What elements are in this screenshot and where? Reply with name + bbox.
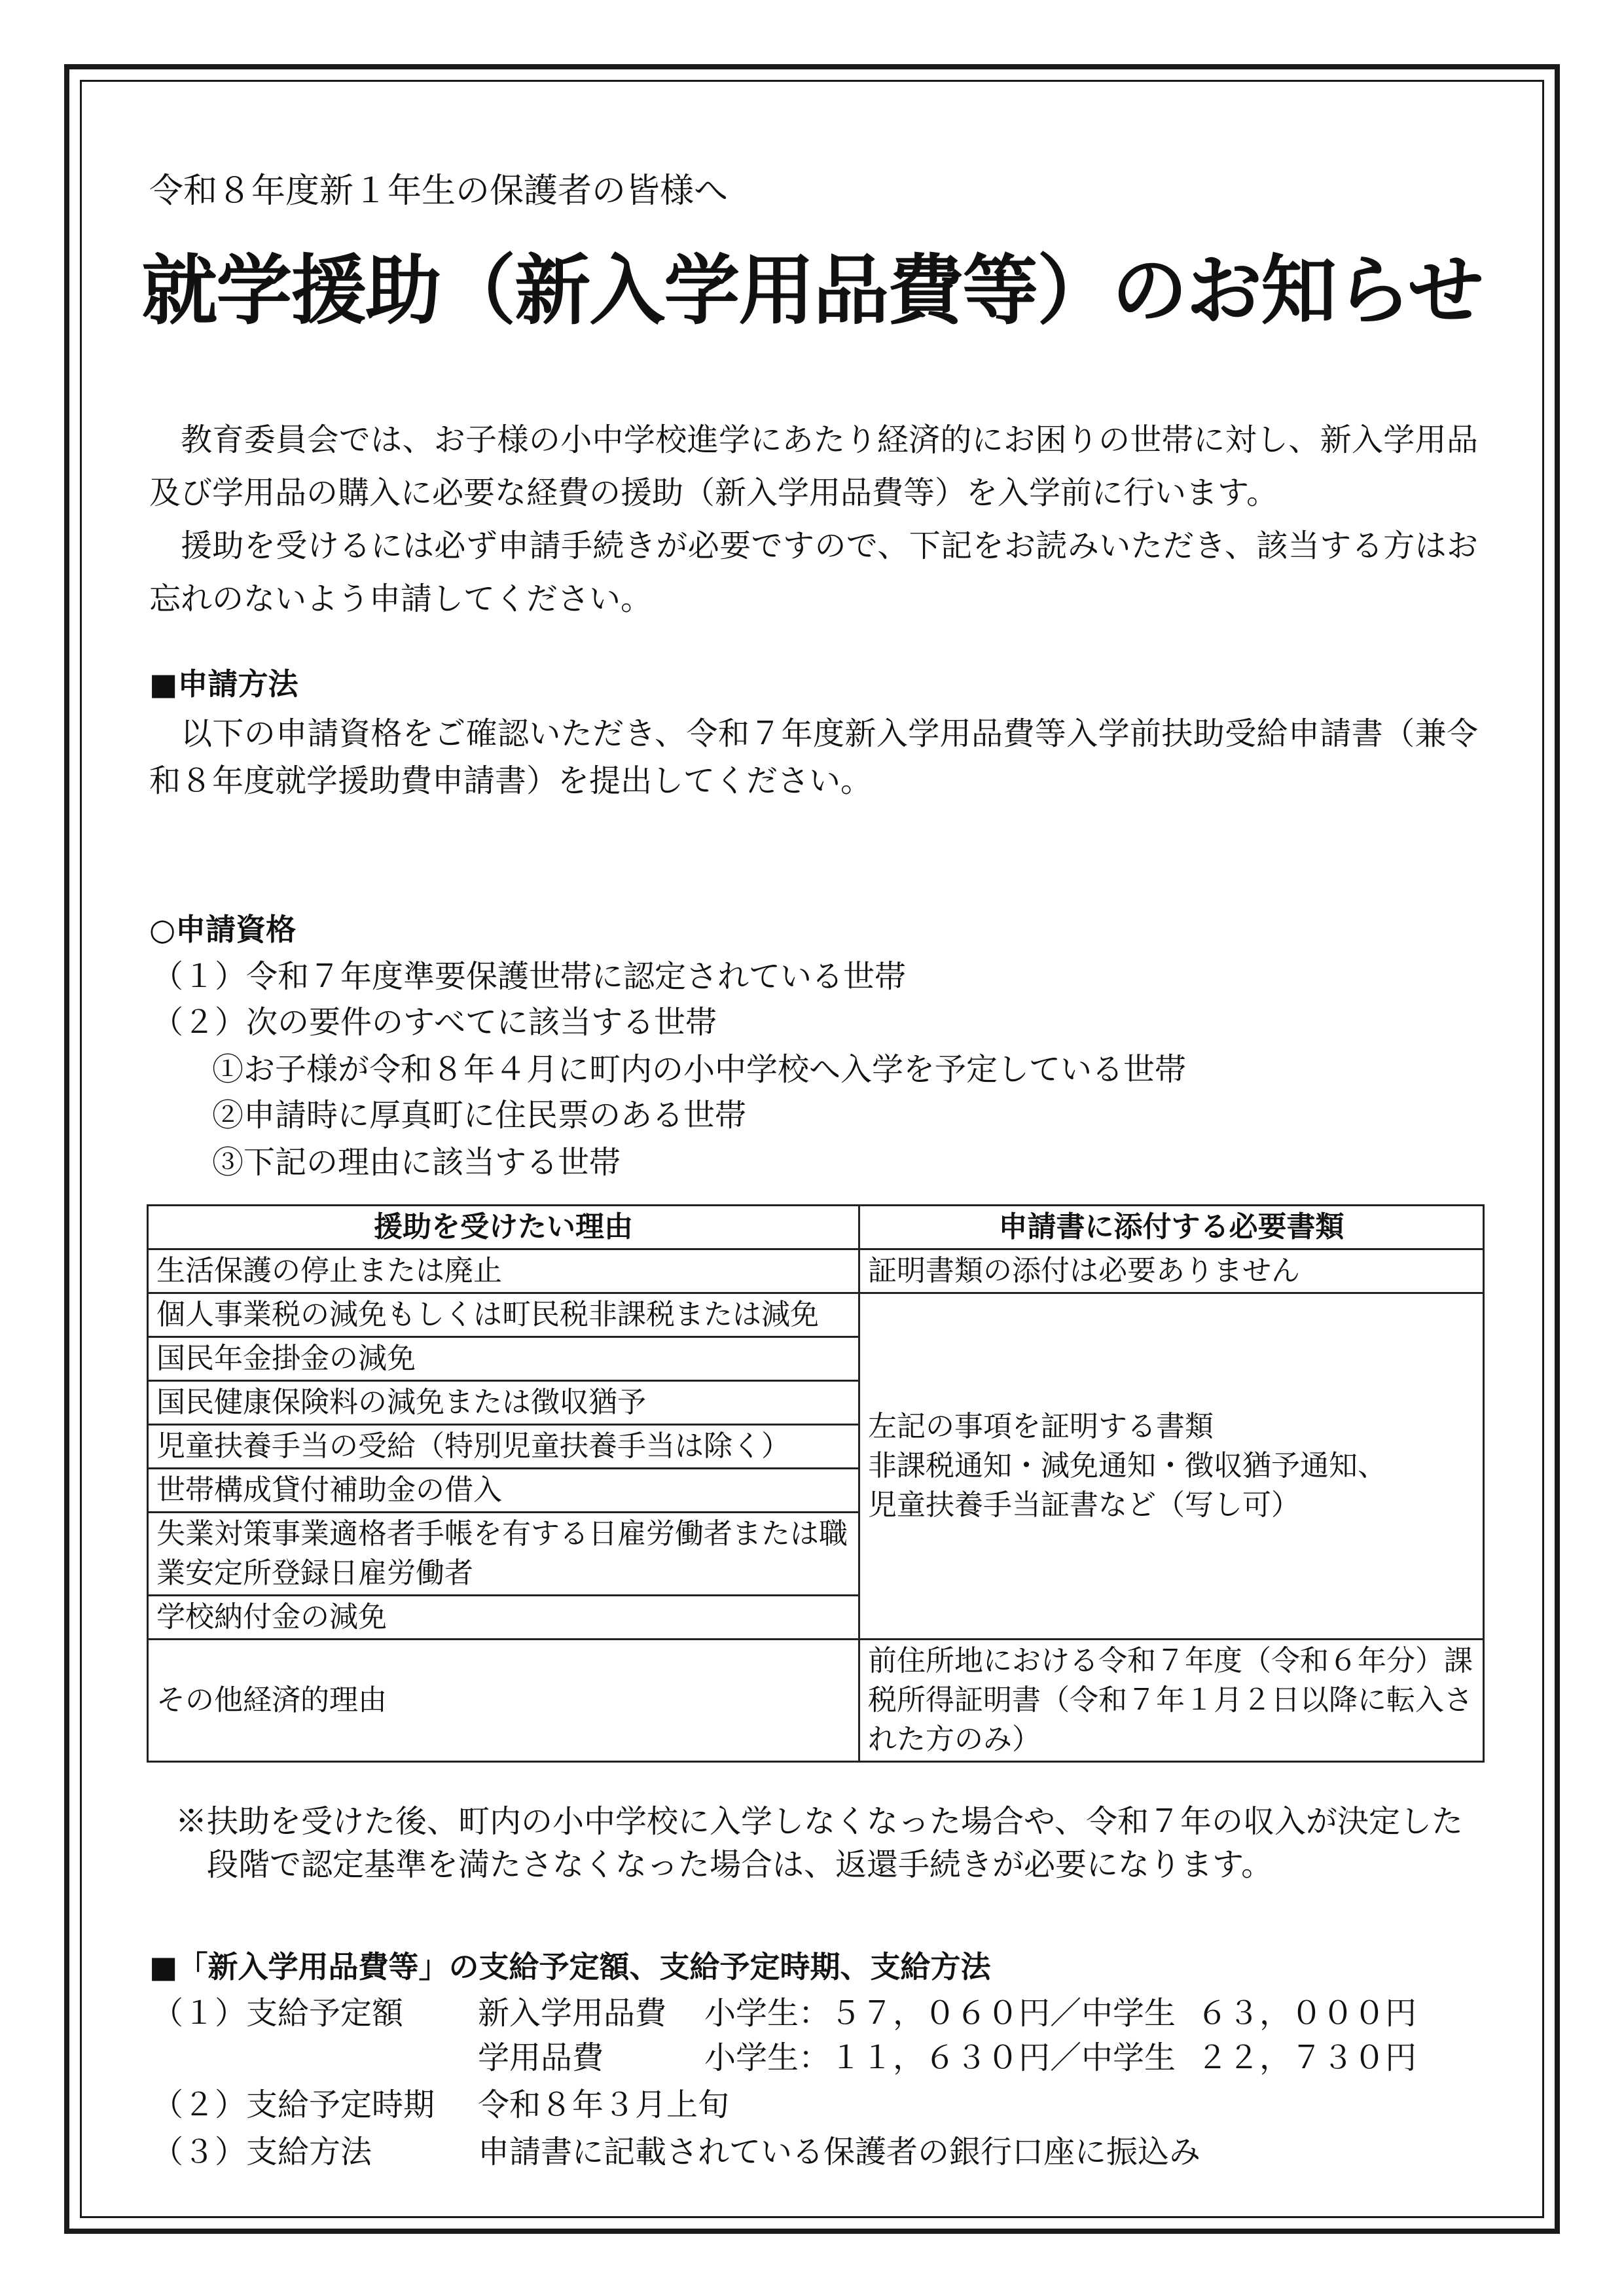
intro-paragraph-1: 教育委員会では、お子様の小中学校進学にあたり経済的にお困りの世帯に対し、新入学用品及び学用品の購入に必要な経費の援助（新入学用品費等）を入学前に行います。 (149, 422, 1478, 511)
intro-paragraph-2: 援助を受けるには必ず申請手続きが必要ですので、下記をお読みいただき、該当する方はお忘れのないよう申請してください。 (149, 528, 1478, 617)
document-cell: 前住所地における令和７年度（令和６年分）課税所得証明書（令和７年１月２日以降に転入された方のみ） (859, 1640, 1484, 1762)
amount-elementary: 小学生：５７，０６０円／中学生 (704, 1995, 1176, 2032)
document-line: 左記の事項を証明する書類 (868, 1410, 1214, 1443)
merged-document-cell (859, 1293, 1484, 1640)
payment-amount-row (149, 1992, 1478, 2035)
method-label: （３）支給方法 (152, 2134, 372, 2170)
table-header-row (148, 1206, 1484, 1249)
reason-cell: 世帯構成貸付補助金の借入 (148, 1469, 859, 1513)
amount-junior-high: ２２，７３０円 (1197, 2039, 1417, 2076)
application-method-heading: ■申請方法 (149, 666, 298, 702)
eligibility-sub-item-1: ①お子様が令和８年４月に町内の小中学校へ入学を予定している世帯 (212, 1051, 1187, 1088)
amount-item: 学用品費 (478, 2039, 604, 2076)
reason-cell: 児童扶養手当の受給（特別児童扶養手当は除く） (148, 1425, 859, 1469)
recipient-line: 令和８年度新１年生の保護者の皆様へ (149, 171, 729, 211)
reasons-table (147, 1204, 1485, 1763)
table-header-document: 申請書に添付する必要書類 (859, 1206, 1484, 1249)
payment-timing-row (149, 2083, 1478, 2126)
document-cell: 証明書類の添付は必要ありません (859, 1249, 1484, 1293)
reason-cell: 生活保護の停止または廃止 (148, 1249, 859, 1293)
timing-value: 令和８年３月上旬 (478, 2087, 730, 2123)
table-row (148, 1293, 1484, 1337)
amount-label: （１）支給予定額 (152, 1995, 404, 2032)
reason-cell: 国民年金掛金の減免 (148, 1337, 859, 1381)
eligibility-item-1: （１）令和７年度準要保護世帯に認定されている世帯 (152, 958, 907, 995)
reason-cell: その他経済的理由 (148, 1640, 859, 1762)
eligibility-heading: ○申請資格 (149, 912, 297, 947)
table-header-reason: 援助を受けたい理由 (148, 1206, 859, 1249)
eligibility-sub-item-2: ②申請時に厚真町に住民票のある世帯 (212, 1097, 747, 1134)
amount-item: 新入学用品費 (478, 1995, 667, 2032)
payment-method-row (149, 2130, 1478, 2174)
table-row (148, 1249, 1484, 1293)
payment-heading: ■「新入学用品費等」の支給予定額、支給予定時期、支給方法 (149, 1949, 991, 1984)
amount-junior-high: ６３，０００円 (1197, 1995, 1417, 2032)
eligibility-item-2: （２）次の要件のすべてに該当する世帯 (152, 1004, 717, 1041)
timing-label: （２）支給予定時期 (152, 2087, 435, 2123)
document-line: 非課税通知・減免通知・徴収猶予通知、 (868, 1449, 1386, 1482)
repayment-note: ※扶助を受けた後、町内の小中学校に入学しなくなった場合や、令和７年の収入が決定した段階で認定基準を満たさなくなった場合は、返還手続きが必要になります。 (175, 1803, 1464, 1883)
document-line: 児童扶養手当証書など（写し可） (868, 1488, 1300, 1522)
amount-elementary: 小学生：１１，６３０円／中学生 (704, 2039, 1176, 2076)
reason-cell: 失業対策事業適格者手帳を有する日雇労働者または職業安定所登録日雇労働者 (148, 1513, 859, 1596)
application-method-text: 以下の申請資格をご確認いただき、令和７年度新入学用品費等入学前扶助受給申請書（兼令和８年度就学援助費申請書）を提出してください。 (149, 715, 1478, 799)
reason-cell: 学校納付金の減免 (148, 1596, 859, 1640)
page-title: 就学援助（新入学用品費等）のお知らせ (141, 247, 1483, 335)
reason-cell: 国民健康保険料の減免または徴収猶予 (148, 1381, 859, 1425)
payment-amount-row (149, 2036, 1478, 2079)
table-row (148, 1640, 1484, 1762)
method-value: 申請書に記載されている保護者の銀行口座に振込み (478, 2134, 1201, 2170)
reason-cell: 個人事業税の減免もしくは町民税非課税または減免 (148, 1293, 859, 1337)
eligibility-sub-item-3: ③下記の理由に該当する世帯 (212, 1144, 621, 1181)
